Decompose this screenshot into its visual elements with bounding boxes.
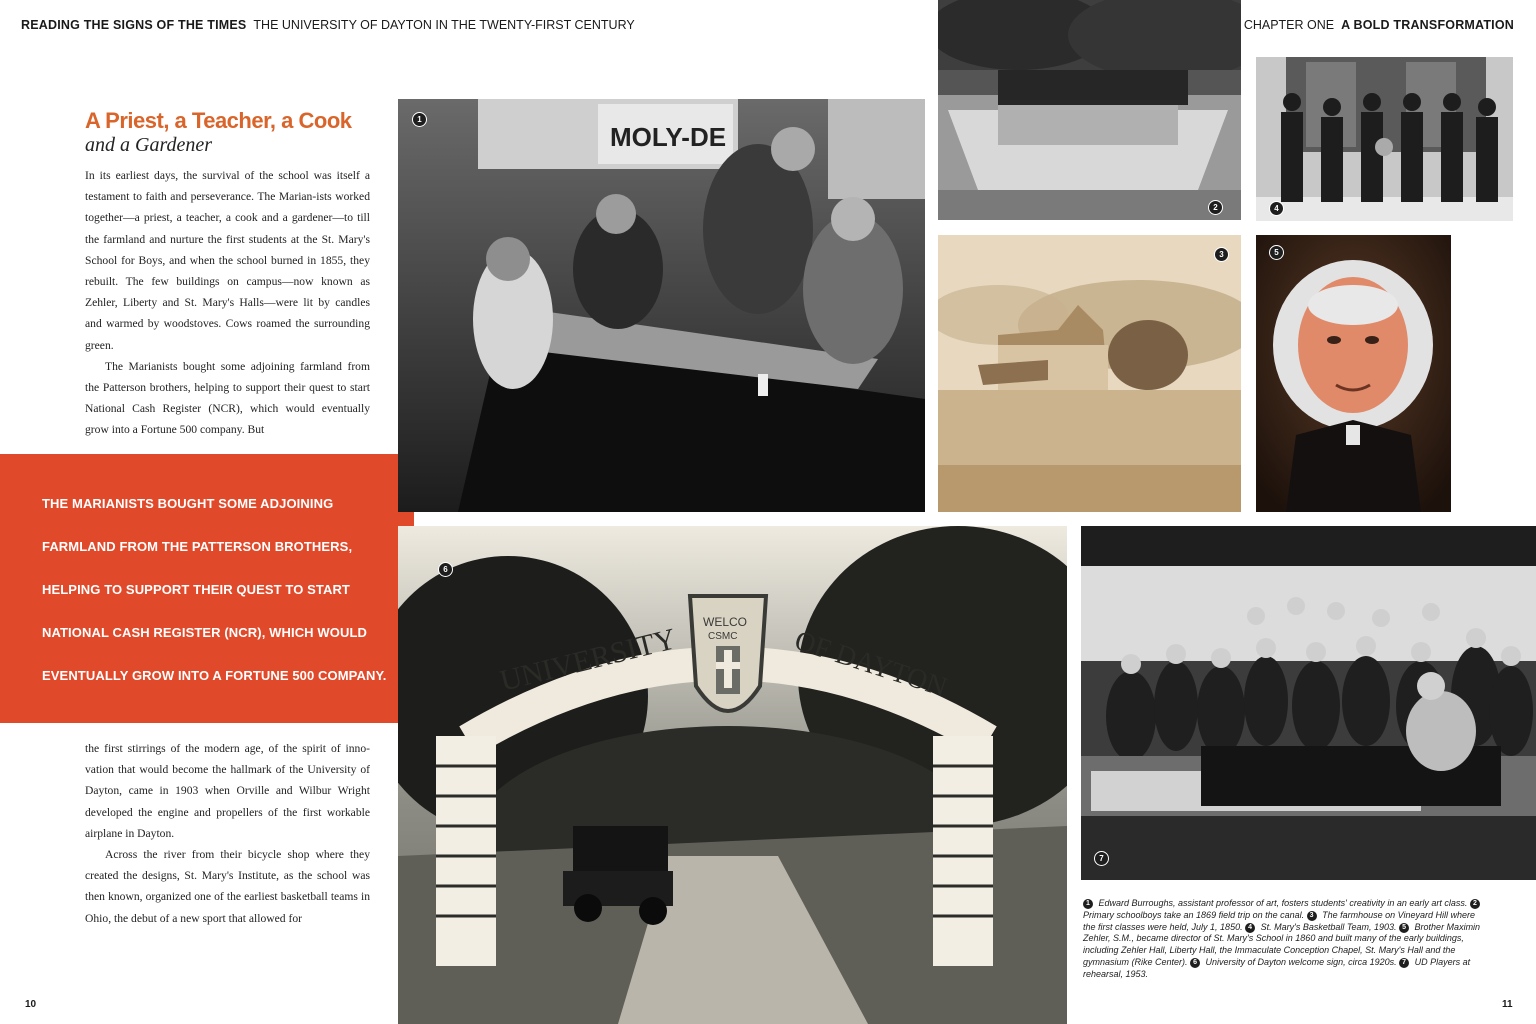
pull-quote-text: THE MARIANISTS BOUGHT SOME ADJOINING FARMLAND FROM THE PATTERSON BROTHERS, HELPING TO SUPPORT THEIR QUEST TO START NATIONAL CASH REGISTER (NCR), WHICH WOULD EVENTUALLY GROW INTO A FORTUNE 500 COMPANY. bbox=[42, 496, 387, 683]
arch-text-left: UNIVERSITY bbox=[496, 622, 680, 698]
sign-text: MOLY-DE bbox=[610, 122, 727, 152]
photo-ud-players bbox=[1081, 526, 1536, 880]
chapter-title: A BOLD TRANSFORMATION bbox=[1341, 18, 1514, 32]
chapter-number: CHAPTER ONE bbox=[1243, 18, 1335, 32]
photo-number-badge: 2 bbox=[1208, 200, 1223, 215]
photo-number-badge: 5 bbox=[1269, 245, 1284, 260]
photo-number-badge: 4 bbox=[1269, 201, 1284, 216]
pull-quote-box bbox=[0, 454, 414, 723]
page-number-left: 10 bbox=[25, 999, 37, 1010]
caption-number: 3 bbox=[1307, 911, 1317, 921]
article-title-line2: and a Gardener bbox=[85, 134, 213, 156]
article-title bbox=[85, 108, 405, 156]
caption-text: Edward Burroughs, assistant professor of art, fosters students' creativity in an early art class. bbox=[1096, 898, 1470, 908]
book-title: READING THE SIGNS OF THE TIMES bbox=[21, 18, 247, 32]
caption-text: St. Mary's Basketball Team, 1903. bbox=[1258, 921, 1400, 932]
paragraph: the first stirrings of the modern age, of the spirit of inno-vation that would become the hallmark of the University of Dayton, came in 1903 when Orville and Wilbur Wright developed the engine and propellers of the first workable airplane in Dayton. bbox=[85, 742, 370, 840]
photo-art-class bbox=[398, 99, 925, 512]
caption-text: Brother Maximin Zehler, S.M., became director of St. Mary's School in 1860 and built many of the early buildings, including Zehler Hall, Liberty Hall, the Immaculate Conception Chapel, St. Mary's Hall and the gymnasium (Rike Center). bbox=[1083, 921, 1481, 967]
photo-number-badge: 7 bbox=[1094, 851, 1109, 866]
arch-text-right: OF DAYTON bbox=[790, 625, 951, 704]
book-subtitle: THE UNIVERSITY OF DAYTON IN THE TWENTY-FIRST CENTURY bbox=[253, 18, 635, 32]
caption-text: University of Dayton welcome sign, circa 1920s. bbox=[1203, 956, 1400, 967]
shield-text-mid: CSMC bbox=[708, 631, 738, 642]
photo-welcome-arch bbox=[398, 526, 1067, 1024]
paragraph: The Marianists bought some adjoining farmland from the Patterson brothers, helping to support their quest to start National Cash Register (NCR), which would eventually grow into a Fortune 500 company. But bbox=[85, 359, 370, 437]
shield-text-top: WELCO bbox=[703, 615, 748, 629]
caption-number: 6 bbox=[1190, 958, 1200, 968]
body-text-lower bbox=[85, 738, 370, 929]
caption-text: UD Players at rehearsal, 1953. bbox=[1083, 956, 1471, 979]
photo-canal-boat bbox=[938, 0, 1241, 220]
body-text-upper bbox=[85, 165, 370, 441]
photo-zehler-portrait bbox=[1256, 235, 1451, 512]
paragraph: Across the river from their bicycle shop where they created the designs, St. Mary's Institute, as the school was then known, organized one of the earliest basketball teams in Ohio, the debut of a new sport that allowed for bbox=[85, 848, 370, 925]
photo-farmhouse-sketch bbox=[938, 235, 1241, 512]
caption-number: 5 bbox=[1399, 923, 1409, 933]
caption-number: 1 bbox=[1083, 899, 1093, 909]
running-head-left bbox=[21, 18, 635, 32]
caption-number: 7 bbox=[1399, 958, 1409, 968]
article-title-line1: A Priest, a Teacher, a Cook bbox=[85, 108, 352, 133]
paragraph: In its earliest days, the survival of the school was itself a testament to faith and perseverance. The Marian-ists worked together—a priest, a teacher, a cook and a gardener—to till the farmland and nurture the first students at the St. Mary's School for Boys, and when the school burned in 1855, they rebuilt. The few buildings on campus—now known as Zehler, Liberty and St. Mary's Halls—were lit by candles and warmed by woodstoves. Cows roamed the surrounding green. bbox=[85, 169, 370, 352]
caption-number: 2 bbox=[1470, 899, 1480, 909]
photo-number-badge: 3 bbox=[1214, 247, 1229, 262]
caption-text: The farmhouse on Vineyard Hill where the first classes were held, July 1, 1850. bbox=[1083, 909, 1476, 932]
running-head-right bbox=[1244, 18, 1514, 32]
photo-basketball-team bbox=[1256, 57, 1513, 221]
photo-number-badge: 1 bbox=[412, 112, 427, 127]
page-number-right: 11 bbox=[1502, 999, 1513, 1010]
caption-number: 4 bbox=[1245, 923, 1255, 933]
photo-number-badge: 6 bbox=[438, 562, 453, 577]
photo-captions bbox=[1083, 898, 1483, 981]
caption-text: Primary schoolboys take an 1869 field trip on the canal. bbox=[1083, 909, 1307, 920]
